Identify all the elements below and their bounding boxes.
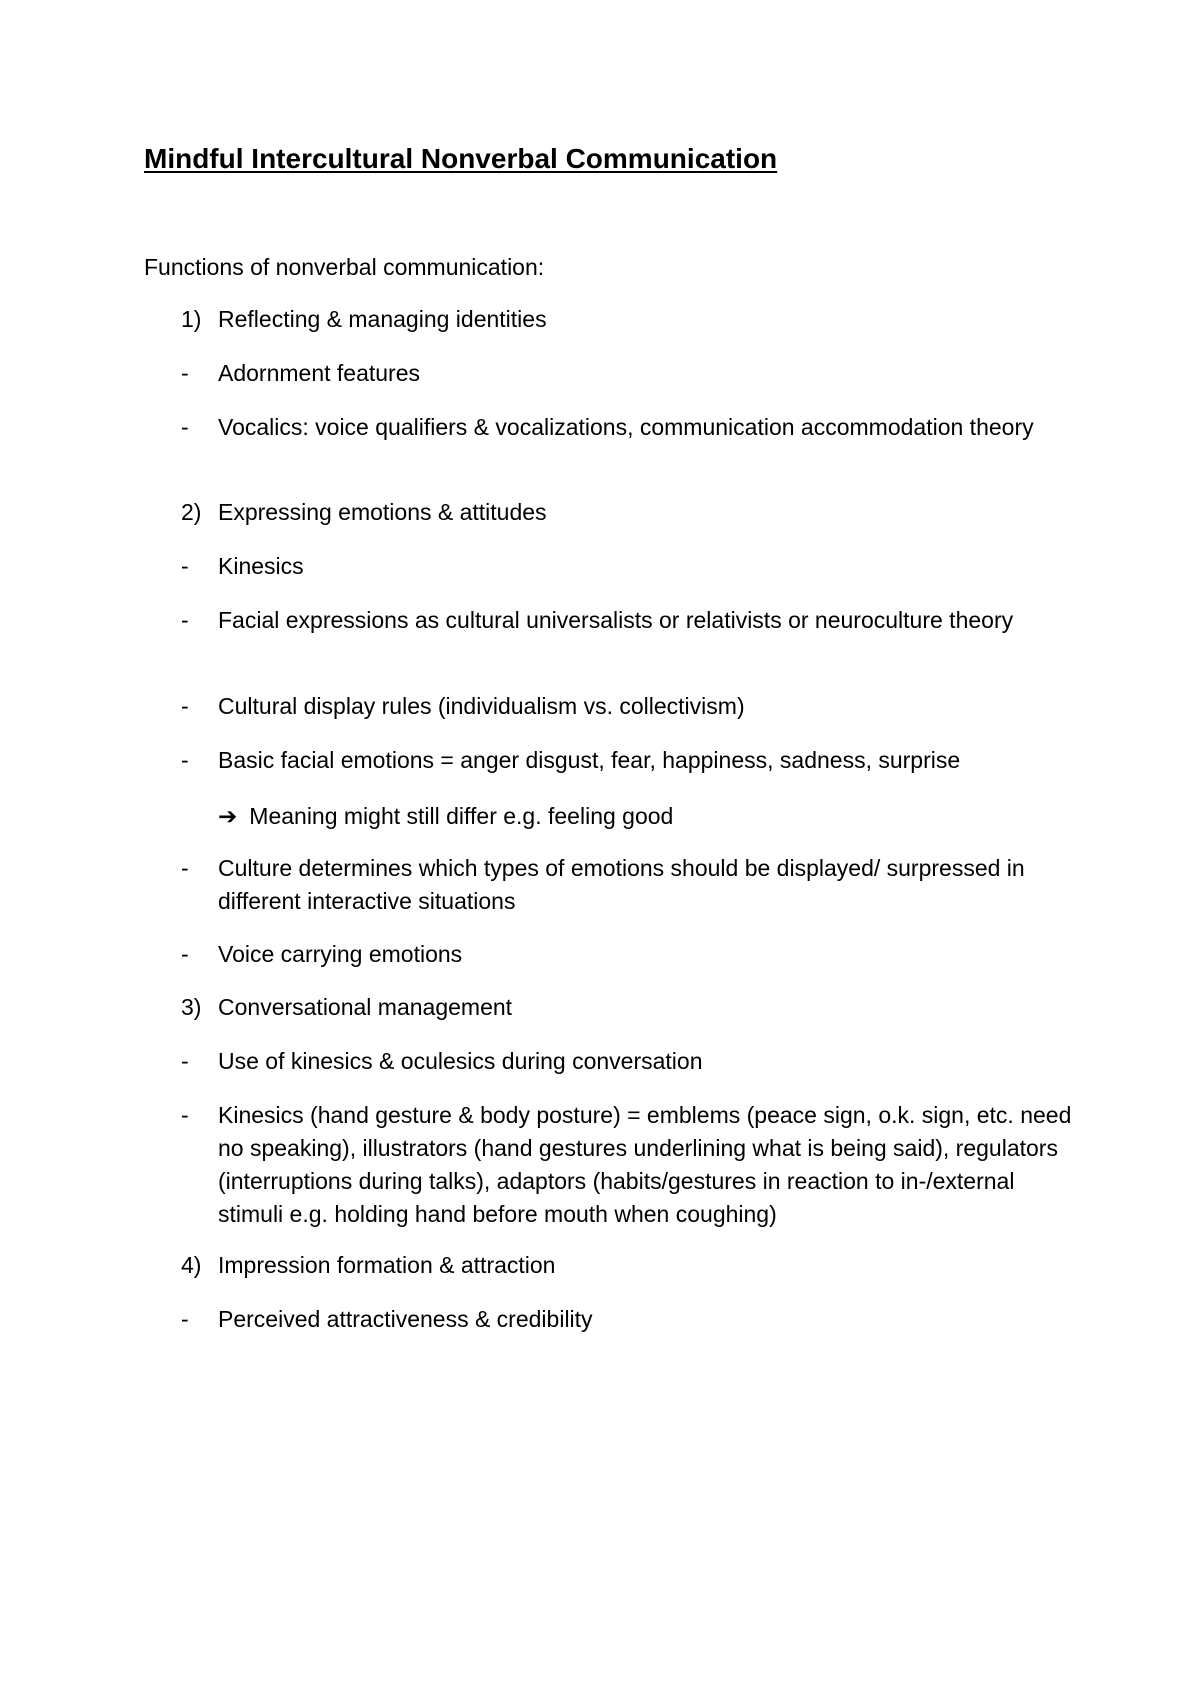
arrow-note-text: Meaning might still differ e.g. feeling good <box>249 803 674 829</box>
list-number: 1) <box>181 306 202 332</box>
list-item-text: Perceived attractiveness & credibility <box>218 1306 593 1332</box>
list-item <box>181 744 1081 777</box>
list-dash: - <box>181 747 189 773</box>
arrow-right-icon: ➔ <box>218 803 238 829</box>
arrow-note <box>218 801 673 831</box>
list-item <box>181 1099 1081 1231</box>
list-item-text: Expressing emotions & attitudes <box>218 499 547 525</box>
page-title: Mindful Intercultural Nonverbal Communication <box>144 143 778 174</box>
list-item-text: Culture determines which types of emotions should be displayed/ surpressed in different interactive situations <box>218 855 1025 914</box>
list-number: 2) <box>181 499 202 525</box>
list-item <box>181 1303 1081 1336</box>
list-number: 4) <box>181 1252 202 1278</box>
list-item <box>181 357 1081 390</box>
list-dash: - <box>181 1306 189 1332</box>
list-dash: - <box>181 607 189 633</box>
list-item-text: Reflecting & managing identities <box>218 306 547 332</box>
list-item <box>181 550 1081 583</box>
list-item-text: Vocalics: voice qualifiers & vocalizations, communication accommodation theory <box>218 414 1034 440</box>
intro-line: Functions of nonverbal communication: <box>144 254 545 280</box>
list-dash: - <box>181 414 189 440</box>
list-dash: - <box>181 941 189 967</box>
list-dash: - <box>181 553 189 579</box>
list-dash: - <box>181 1048 189 1074</box>
list-item <box>181 1045 1081 1078</box>
list-item <box>181 303 1081 336</box>
list-item <box>181 604 1081 637</box>
list-dash: - <box>181 855 189 881</box>
list-item-text: Basic facial emotions = anger disgust, fear, happiness, sadness, surprise <box>218 747 961 773</box>
list-item-text: Kinesics <box>218 553 304 579</box>
list-item-text: Use of kinesics & oculesics during conversation <box>218 1048 703 1074</box>
list-item-text: Cultural display rules (individualism vs. collectivism) <box>218 693 745 719</box>
list-dash: - <box>181 693 189 719</box>
list-number: 3) <box>181 994 202 1020</box>
list-item <box>181 991 1081 1024</box>
list-item-text: Conversational management <box>218 994 513 1020</box>
list-item-text: Adornment features <box>218 360 421 386</box>
list-dash: - <box>181 360 189 386</box>
list-item <box>181 690 1081 723</box>
list-item <box>181 1249 1081 1282</box>
list-dash: - <box>181 1102 189 1128</box>
list-item <box>181 411 1081 444</box>
list-item-text: Voice carrying emotions <box>218 941 463 967</box>
list-item <box>181 938 1081 971</box>
list-item <box>181 496 1081 529</box>
list-item-text: Impression formation & attraction <box>218 1252 556 1278</box>
list-item-text: Kinesics (hand gesture & body posture) = emblems (peace sign, o.k. sign, etc. need no speaking), illustrators (hand gestures underlining what is being said), regulators (interruptions during talks), adaptors (habits/gestures in reaction to in-/external stimuli e.g. holding hand before mouth when coughing) <box>218 1102 1072 1227</box>
list-item-text: Facial expressions as cultural universalists or relativists or neuroculture theory <box>218 607 1014 633</box>
list-item <box>181 852 1081 918</box>
